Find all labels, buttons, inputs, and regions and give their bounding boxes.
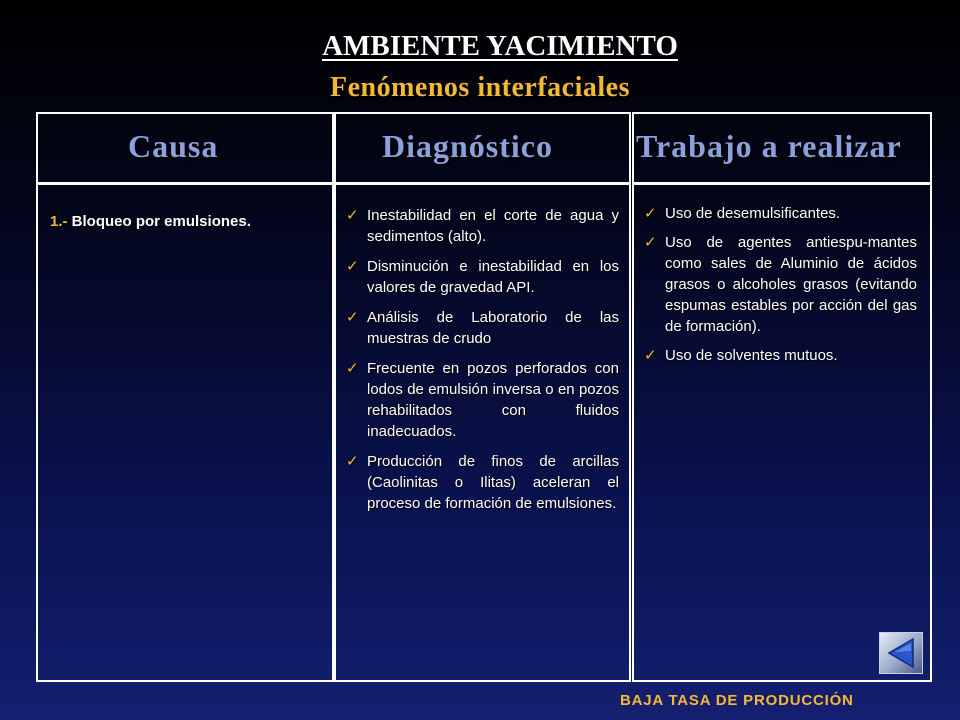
list-item: ✓ Análisis de Laboratorio de las muestras de crudo <box>346 309 619 347</box>
work-column-header: Trabajo a realizar <box>636 128 902 164</box>
check-icon: ✓ <box>644 347 657 364</box>
diagnosis-list <box>346 205 619 523</box>
cause-text: Bloqueo por emulsiones. <box>67 213 251 230</box>
cause-body-box <box>36 183 334 682</box>
list-item: ✓ Frecuente en pozos perforados con lodos de emulsión inversa o en pozos rehabilitados con fluidos inadecuados. <box>346 360 619 440</box>
check-icon: ✓ <box>644 234 657 251</box>
check-icon: ✓ <box>346 309 359 326</box>
list-item: ✓ Disminución e inestabilidad en los valores de gravedad API. <box>346 258 619 296</box>
page-subtitle: Fenómenos interfaciales <box>330 72 630 103</box>
diagnosis-column-header: Diagnóstico <box>382 128 553 164</box>
list-item: ✓ Uso de agentes antiespu-mantes como sales de Aluminio de ácidos grasos o alcoholes grasos (evitando espumas estables por acción del gas de formación). <box>644 234 917 335</box>
page-title: AMBIENTE YACIMIENTO <box>322 30 678 62</box>
back-arrow-icon <box>880 633 922 673</box>
list-item: ✓ Uso de desemulsificantes. <box>644 205 841 222</box>
back-button[interactable] <box>879 632 923 674</box>
list-item: ✓ Inestabilidad en el corte de agua y sedimentos (alto). <box>346 207 619 245</box>
cause-column-header: Causa <box>128 128 219 164</box>
footer-label: BAJA TASA DE PRODUCCIÓN <box>620 692 854 709</box>
list-item: ✓ Uso de solventes mutuos. <box>644 347 838 364</box>
check-icon: ✓ <box>346 453 359 470</box>
cause-number: 1.- <box>50 213 68 230</box>
check-icon: ✓ <box>644 205 657 222</box>
list-item: ✓ Producción de finos de arcillas (Caolinitas o Ilitas) aceleran el proceso de formación de emulsiones. <box>346 453 619 512</box>
cause-item <box>50 213 251 230</box>
work-list <box>644 203 917 374</box>
check-icon: ✓ <box>346 360 359 377</box>
check-icon: ✓ <box>346 207 359 224</box>
check-icon: ✓ <box>346 258 359 275</box>
